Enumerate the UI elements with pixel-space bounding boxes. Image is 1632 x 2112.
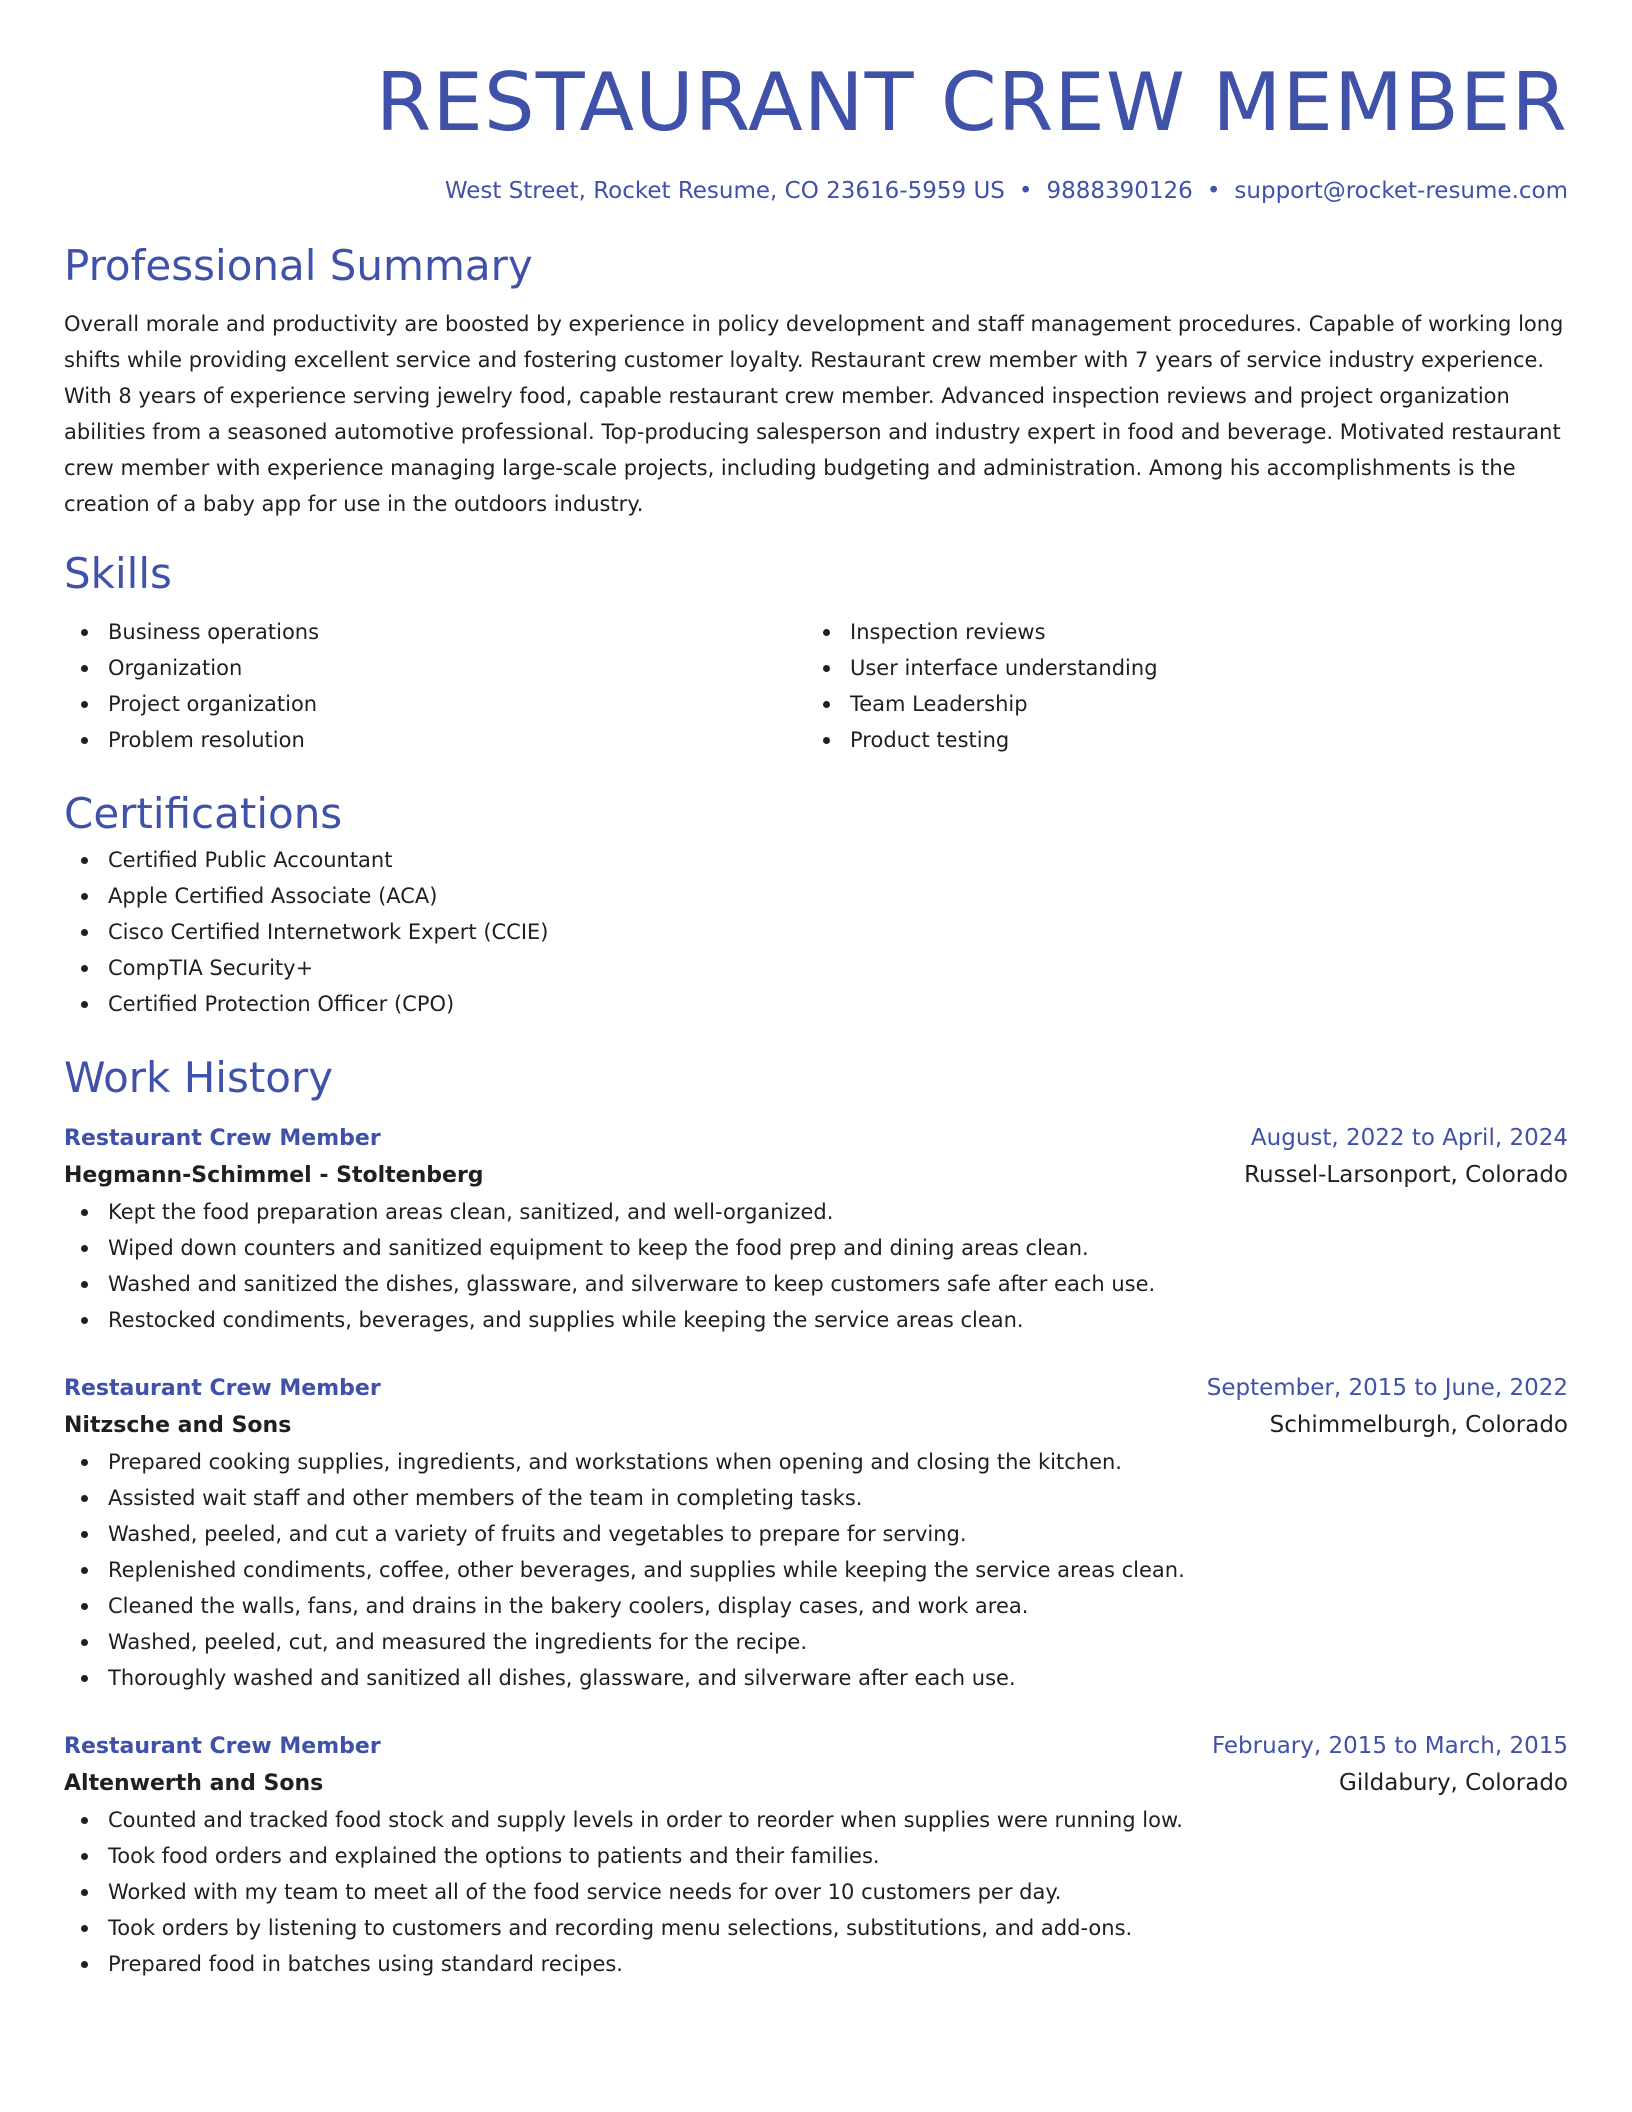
skills-list-right (806, 614, 1548, 758)
job-duty: Kept the food preparation areas clean, sanitized, and well-organized. (64, 1194, 1568, 1230)
job-duty: Assisted wait staff and other members of the team in completing tasks. (64, 1480, 1568, 1516)
job-dates: August, 2022 to April, 2024 (1250, 1125, 1568, 1151)
job-duty: Prepared cooking supplies, ingredients, and workstations when opening and closing the kitchen. (64, 1444, 1568, 1480)
skill-item: Project organization (64, 686, 806, 722)
contact-phone: 9888390126 (1046, 178, 1193, 204)
job-duty: Thoroughly washed and sanitized all dishes, glassware, and silverware after each use. (64, 1660, 1568, 1696)
job-employer: Nitzsche and Sons (64, 1413, 292, 1438)
skill-item: Problem resolution (64, 722, 806, 758)
summary-text: Overall morale and productivity are boosted by experience in policy development and staff management procedures. Capable of working long shifts while providing excellent service and fostering customer loyalty. Restaurant crew member with 7 years of service industry experience. With 8 years of experience serving jewelry food, capable restaurant crew member. Advanced inspection reviews and project organization abilities from a seasoned automotive professional. Top-producing salesperson and industry expert in food and beverage. Motivated restaurant crew member with experience managing large-scale projects, including budgeting and administration. Among his accomplishments is the creation of a baby app for use in the outdoors industry. (64, 312, 1564, 516)
skills-heading: Skills (64, 549, 172, 598)
skill-item: Business operations (64, 614, 806, 650)
contact-separator: • (1206, 178, 1221, 204)
certification-item: Cisco Certified Internetwork Expert (CCIE) (64, 914, 1568, 950)
job-duty: Cleaned the walls, fans, and drains in the bakery coolers, display cases, and work area. (64, 1588, 1568, 1624)
certification-item: Apple Certified Associate (ACA) (64, 878, 1568, 914)
job-dates: February, 2015 to March, 2015 (1211, 1733, 1568, 1759)
job-duties-list (64, 1194, 1568, 1338)
job-entry (64, 1120, 1568, 1338)
job-entry (64, 1728, 1568, 1982)
job-title: Restaurant Crew Member (64, 1734, 381, 1759)
job-dates: September, 2015 to June, 2022 (1206, 1375, 1568, 1401)
certification-item: CompTIA Security+ (64, 950, 1568, 986)
job-employer: Hegmann-Schimmel - Stoltenberg (64, 1163, 484, 1188)
job-title-row (64, 1370, 1568, 1407)
work-history-heading: Work History (64, 1053, 334, 1102)
summary-heading: Professional Summary (64, 241, 533, 290)
job-duty: Restocked condiments, beverages, and supplies while keeping the service areas clean. (64, 1302, 1568, 1338)
job-duty: Washed and sanitized the dishes, glassware, and silverware to keep customers safe after each use. (64, 1266, 1568, 1302)
contact-separator: • (1018, 178, 1033, 204)
resume-page (64, 50, 1568, 1982)
job-employer-row (64, 1407, 1568, 1444)
skill-item: Product testing (806, 722, 1548, 758)
job-location: Russel-Larsonport, Colorado (1244, 1162, 1568, 1188)
skills-list-left (64, 614, 806, 758)
job-title-row (64, 1728, 1568, 1765)
resume-name: RESTAURANT CREW MEMBER (375, 56, 1568, 149)
job-employer-row (64, 1765, 1568, 1802)
job-duty: Replenished condiments, coffee, other beverages, and supplies while keeping the service areas clean. (64, 1552, 1568, 1588)
certification-item: Certified Protection Officer (CPO) (64, 986, 1568, 1022)
skill-item: Team Leadership (806, 686, 1548, 722)
job-duty: Counted and tracked food stock and supply levels in order to reorder when supplies were running low. (64, 1802, 1568, 1838)
job-duty: Washed, peeled, cut, and measured the ingredients for the recipe. (64, 1624, 1568, 1660)
job-duty: Took orders by listening to customers and recording menu selections, substitutions, and add-ons. (64, 1910, 1568, 1946)
job-title: Restaurant Crew Member (64, 1126, 381, 1151)
job-location: Schimmelburgh, Colorado (1269, 1412, 1568, 1438)
job-title: Restaurant Crew Member (64, 1376, 381, 1401)
resume-header (64, 50, 1568, 206)
job-employer-row (64, 1157, 1568, 1194)
contact-address: West Street, Rocket Resume, CO 23616-5959 US (444, 178, 1005, 204)
skill-item: Organization (64, 650, 806, 686)
job-duty: Washed, peeled, and cut a variety of fruits and vegetables to prepare for serving. (64, 1516, 1568, 1552)
job-location: Gildabury, Colorado (1339, 1770, 1568, 1796)
job-duties-list (64, 1444, 1568, 1696)
contact-line (64, 176, 1568, 206)
job-title-row (64, 1120, 1568, 1157)
job-duties-list (64, 1802, 1568, 1982)
skill-item: Inspection reviews (806, 614, 1548, 650)
job-employer: Altenwerth and Sons (64, 1771, 324, 1796)
certification-item: Certified Public Accountant (64, 842, 1568, 878)
contact-email[interactable]: support@rocket-resume.com (1234, 178, 1568, 204)
job-duty: Took food orders and explained the options to patients and their families. (64, 1838, 1568, 1874)
job-entry (64, 1370, 1568, 1696)
skill-item: User interface understanding (806, 650, 1548, 686)
skills-columns (64, 614, 1568, 758)
job-duty: Prepared food in batches using standard recipes. (64, 1946, 1568, 1982)
job-duty: Worked with my team to meet all of the food service needs for over 10 customers per day. (64, 1874, 1568, 1910)
certifications-list (64, 842, 1568, 1022)
certifications-heading: Certifications (64, 789, 343, 838)
job-duty: Wiped down counters and sanitized equipment to keep the food prep and dining areas clean. (64, 1230, 1568, 1266)
